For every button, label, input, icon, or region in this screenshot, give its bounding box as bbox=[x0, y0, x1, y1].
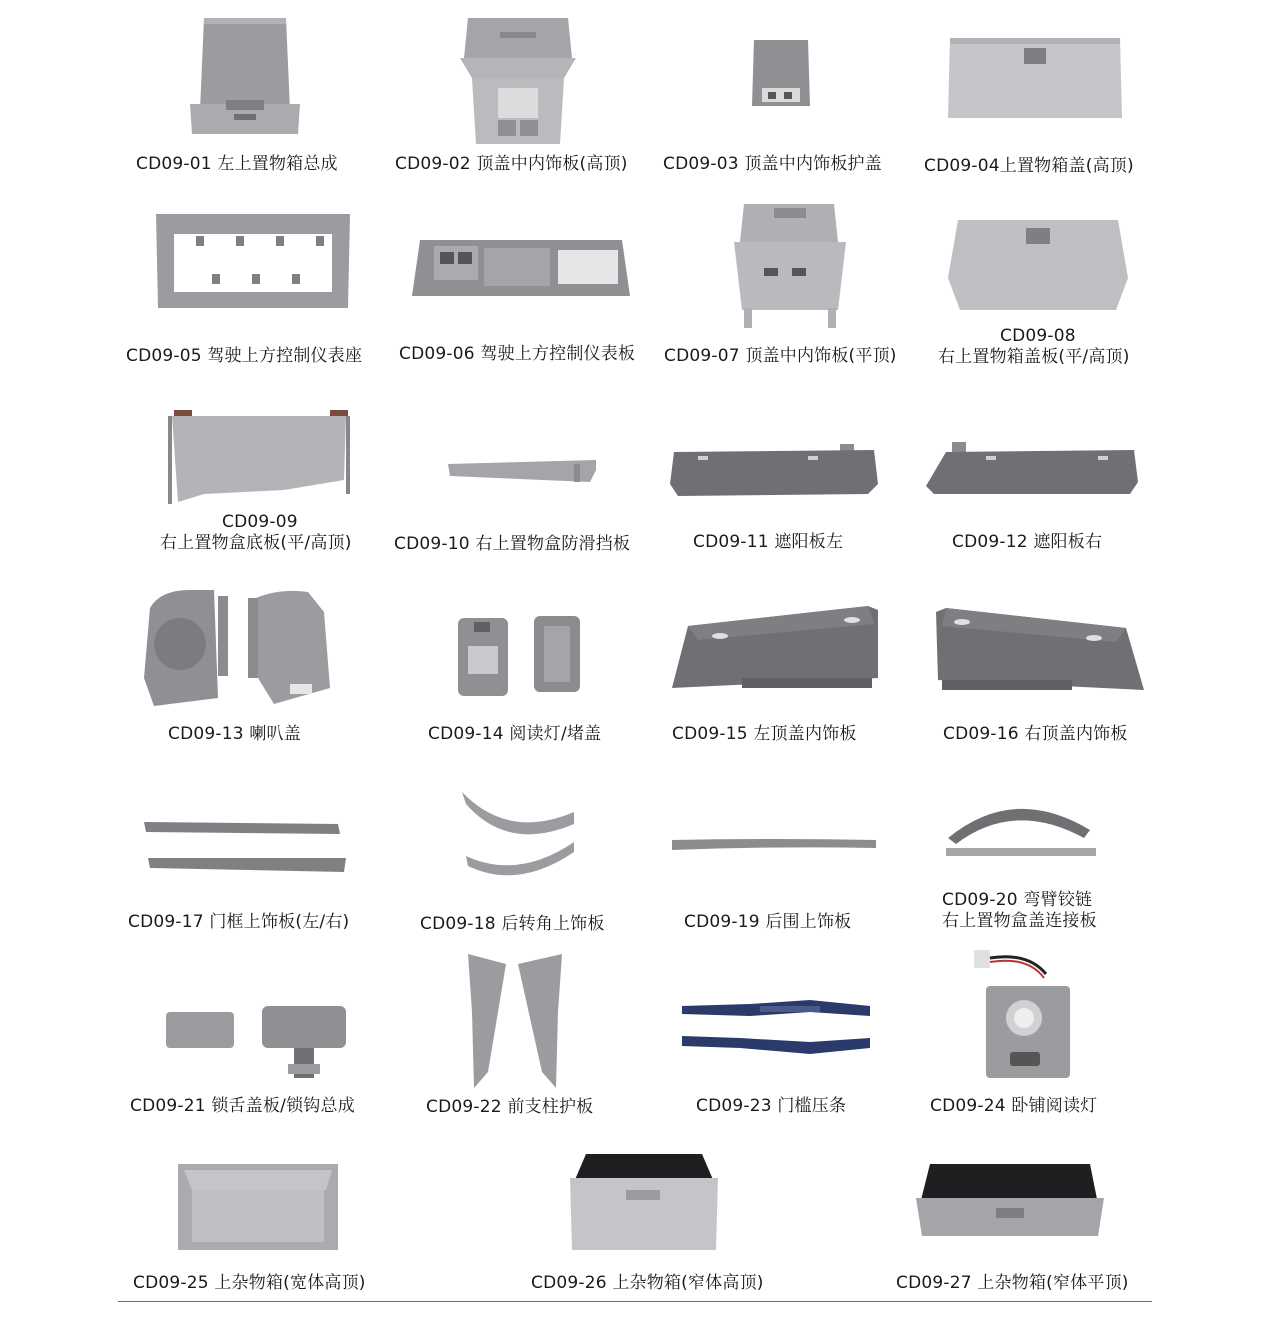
part-photo-cd09-10 bbox=[446, 458, 596, 486]
part-caption: CD09-17 门框上饰板(左/右) bbox=[128, 912, 350, 932]
part-caption: CD09-20 弯臂铰链 bbox=[942, 890, 1093, 910]
part-photo-cd09-08 bbox=[946, 218, 1130, 312]
part-photo-cd09-01 bbox=[186, 14, 304, 136]
part-photo-cd09-11 bbox=[668, 444, 880, 498]
part-photo-cd09-09 bbox=[164, 410, 350, 506]
part-photo-cd09-03 bbox=[750, 38, 812, 108]
part-photo-cd09-17 bbox=[142, 818, 348, 876]
part-caption: CD09-03 顶盖中内饰板护盖 bbox=[663, 154, 882, 174]
part-caption: CD09-04上置物箱盖(高顶) bbox=[924, 156, 1134, 176]
part-caption: CD09-08 bbox=[1000, 326, 1076, 346]
part-caption: CD09-13 喇叭盖 bbox=[168, 724, 301, 744]
part-caption: CD09-19 后围上饰板 bbox=[684, 912, 852, 932]
part-caption: CD09-25 上杂物箱(宽体高顶) bbox=[133, 1273, 366, 1293]
part-photo-cd09-20 bbox=[944, 794, 1098, 860]
part-caption: CD09-05 驾驶上方控制仪表座 bbox=[126, 346, 363, 366]
part-photo-cd09-18 bbox=[458, 790, 578, 890]
part-caption: CD09-12 遮阳板右 bbox=[952, 532, 1103, 552]
part-caption: CD09-07 顶盖中内饰板(平顶) bbox=[664, 346, 897, 366]
part-caption: CD09-10 右上置物盒防滑挡板 bbox=[394, 534, 631, 554]
part-caption: CD09-27 上杂物箱(窄体平顶) bbox=[896, 1273, 1129, 1293]
part-photo-cd09-16 bbox=[934, 606, 1146, 692]
part-caption: CD09-16 右顶盖内饰板 bbox=[943, 724, 1128, 744]
part-photo-cd09-19 bbox=[670, 836, 878, 854]
part-caption: CD09-11 遮阳板左 bbox=[693, 532, 844, 552]
part-caption: CD09-23 门槛压条 bbox=[696, 1096, 847, 1116]
part-caption: CD09-06 驾驶上方控制仪表板 bbox=[399, 344, 636, 364]
part-photo-cd09-13 bbox=[140, 588, 340, 710]
part-caption: CD09-21 锁舌盖板/锁钩总成 bbox=[130, 1096, 355, 1116]
part-photo-cd09-26 bbox=[568, 1152, 720, 1252]
part-photo-cd09-06 bbox=[410, 238, 632, 302]
part-caption: CD09-01 左上置物箱总成 bbox=[136, 154, 338, 174]
part-photo-cd09-02 bbox=[460, 14, 576, 146]
part-caption: CD09-26 上杂物箱(窄体高顶) bbox=[531, 1273, 764, 1293]
part-photo-cd09-23 bbox=[680, 998, 874, 1056]
part-caption: CD09-09 bbox=[222, 512, 298, 532]
part-photo-cd09-07 bbox=[734, 202, 846, 330]
part-caption: CD09-22 前支柱护板 bbox=[426, 1097, 594, 1117]
part-photo-cd09-15 bbox=[668, 604, 880, 690]
part-caption: CD09-02 顶盖中内饰板(高顶) bbox=[395, 154, 628, 174]
part-caption: CD09-24 卧铺阅读灯 bbox=[930, 1096, 1098, 1116]
part-photo-cd09-14 bbox=[456, 614, 582, 698]
part-caption: CD09-18 后转角上饰板 bbox=[420, 914, 605, 934]
part-photo-cd09-24 bbox=[968, 948, 1072, 1080]
part-photo-cd09-21 bbox=[164, 1004, 348, 1086]
bottom-rule bbox=[118, 1301, 1152, 1302]
part-photo-cd09-05 bbox=[152, 212, 354, 312]
part-photo-cd09-22 bbox=[466, 952, 564, 1090]
part-photo-cd09-04 bbox=[946, 36, 1124, 122]
part-caption: CD09-14 阅读灯/堵盖 bbox=[428, 724, 602, 744]
part-photo-cd09-25 bbox=[174, 1162, 342, 1252]
part-photo-cd09-27 bbox=[912, 1162, 1106, 1240]
part-caption: 右上置物箱盖板(平/高顶) bbox=[938, 347, 1130, 367]
part-caption: 右上置物盒底板(平/高顶) bbox=[160, 533, 352, 553]
part-caption: 右上置物盒盖连接板 bbox=[942, 911, 1097, 931]
part-photo-cd09-12 bbox=[926, 442, 1138, 496]
part-caption: CD09-15 左顶盖内饰板 bbox=[672, 724, 857, 744]
